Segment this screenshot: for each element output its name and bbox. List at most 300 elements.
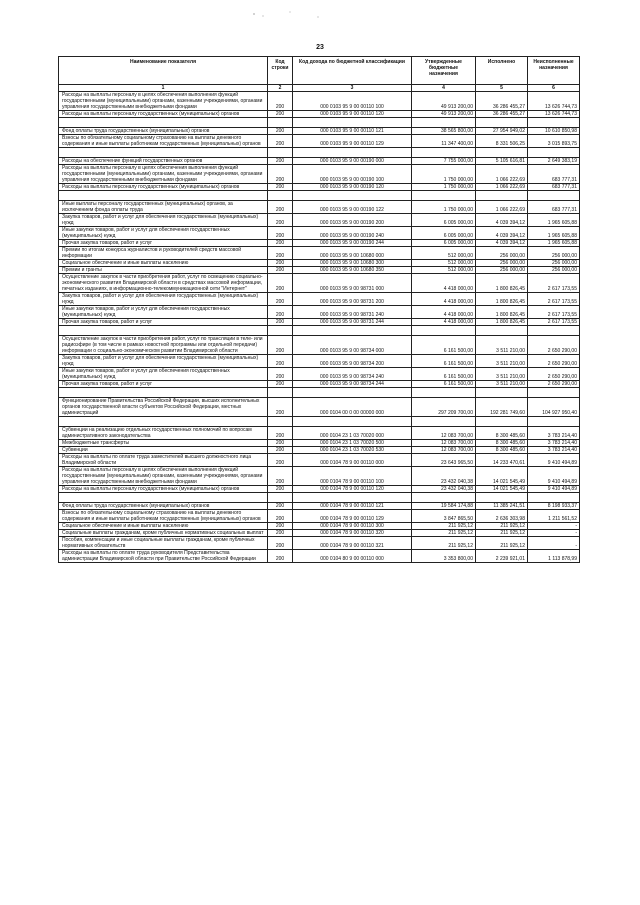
table-row <box>59 454 580 467</box>
row-unexecuted-value: - <box>528 537 580 550</box>
row-indicator-name: Фонд оплаты труда государственных (муниципальных) органов <box>59 128 268 135</box>
row-budget-code: 000 0104 78 9 00 00110 000 <box>293 454 412 467</box>
row-line-code: 200 <box>268 447 293 454</box>
spacer-cell <box>59 417 268 427</box>
table-row <box>59 447 580 454</box>
row-unexecuted-value: 1 211 561,52 <box>528 510 580 523</box>
table-body <box>59 92 580 563</box>
row-executed-value: 4 039 394,12 <box>476 227 528 240</box>
row-line-code: 200 <box>268 530 293 537</box>
row-budget-code: 000 0104 78 9 00 00110 121 <box>293 503 412 510</box>
row-indicator-name: Прочая закупка товаров, работ и услуг <box>59 319 268 326</box>
column-number-row <box>59 85 580 92</box>
row-line-code: 200 <box>268 214 293 227</box>
table-row <box>59 550 580 563</box>
table-row <box>59 92 580 111</box>
row-unexecuted-value: 3 783 214,40 <box>528 447 580 454</box>
row-indicator-name: Иные закупки товаров, работ и услуг для обеспечения государственных (муниципальных) нужд <box>59 368 268 381</box>
row-line-code: 200 <box>268 550 293 563</box>
table-spacer-row <box>59 191 580 201</box>
column-number: 5 <box>476 85 528 92</box>
spacer-cell <box>268 326 293 336</box>
table-row <box>59 355 580 368</box>
row-approved-value: 7 755 000,00 <box>412 158 476 165</box>
row-executed-value: 27 954 949,02 <box>476 128 528 135</box>
row-line-code: 200 <box>268 398 293 417</box>
row-line-code: 200 <box>268 306 293 319</box>
spacer-cell <box>59 118 268 128</box>
table-row <box>59 240 580 247</box>
row-budget-code: 000 0103 95 9 00 00190 200 <box>293 214 412 227</box>
spacer-cell <box>476 118 528 128</box>
row-budget-code: 000 0104 78 9 00 00110 321 <box>293 537 412 550</box>
row-line-code: 200 <box>268 454 293 467</box>
row-approved-value: 38 565 800,00 <box>412 128 476 135</box>
row-executed-value: 1 800 826,45 <box>476 306 528 319</box>
spacer-cell <box>476 326 528 336</box>
row-approved-value: 23 643 965,50 <box>412 454 476 467</box>
row-line-code: 200 <box>268 293 293 306</box>
spacer-cell <box>476 148 528 158</box>
row-approved-value: 23 432 040,38 <box>412 467 476 486</box>
row-approved-value: 512 000,00 <box>412 267 476 274</box>
spacer-cell <box>293 326 412 336</box>
row-budget-code: 000 0103 95 9 00 98731 244 <box>293 319 412 326</box>
row-indicator-name: Расходы на выплаты персоналу государственных (муниципальных) органов <box>59 486 268 493</box>
row-unexecuted-value: 9 410 494,89 <box>528 467 580 486</box>
row-executed-value: 1 800 826,45 <box>476 319 528 326</box>
row-budget-code: 000 0103 95 9 00 00190 122 <box>293 201 412 214</box>
row-unexecuted-value: 1 965 605,88 <box>528 214 580 227</box>
spacer-cell <box>412 148 476 158</box>
row-unexecuted-value: 2 649 383,19 <box>528 158 580 165</box>
row-approved-value: 1 750 000,00 <box>412 184 476 191</box>
row-line-code: 200 <box>268 440 293 447</box>
row-unexecuted-value: 13 626 744,73 <box>528 111 580 118</box>
row-indicator-name: Социальное обеспечение и иные выплаты населению <box>59 260 268 267</box>
row-budget-code: 000 0103 95 9 00 00190 100 <box>293 165 412 184</box>
row-approved-value: 4 418 000,00 <box>412 274 476 293</box>
row-executed-value: 36 286 455,27 <box>476 111 528 118</box>
row-approved-value: 12 083 700,00 <box>412 447 476 454</box>
spacer-cell <box>293 388 412 398</box>
row-executed-value: 11 385 241,51 <box>476 503 528 510</box>
row-line-code: 200 <box>268 135 293 148</box>
table-row <box>59 214 580 227</box>
row-line-code: 200 <box>268 427 293 440</box>
spacer-cell <box>59 326 268 336</box>
row-indicator-name: Расходы на выплаты персоналу в целях обеспечения выполнения функций государственными (муниципальными) органами, казенными учреждениями, органами управления государственными внебюджетными фондами <box>59 92 268 111</box>
spacer-cell <box>412 493 476 503</box>
table-row <box>59 293 580 306</box>
spacer-cell <box>293 118 412 128</box>
table-row <box>59 427 580 440</box>
row-budget-code: 000 0104 78 9 00 00110 120 <box>293 486 412 493</box>
row-approved-value: 1 750 000,00 <box>412 201 476 214</box>
row-indicator-name: Закупка товаров, работ и услуг для обеспечения государственных (муниципальных) нужд <box>59 355 268 368</box>
spacer-cell <box>412 191 476 201</box>
row-budget-code: 000 0103 95 9 00 00110 120 <box>293 111 412 118</box>
row-budget-code: 000 0104 00 0 00 00000 000 <box>293 398 412 417</box>
row-line-code: 200 <box>268 486 293 493</box>
row-unexecuted-value: 1 965 605,88 <box>528 227 580 240</box>
spacer-cell <box>412 326 476 336</box>
spacer-cell <box>293 148 412 158</box>
row-unexecuted-value: 2 650 290,00 <box>528 336 580 355</box>
spacer-cell <box>59 191 268 201</box>
row-unexecuted-value: 256 000,00 <box>528 260 580 267</box>
row-indicator-name: Иные закупки товаров, работ и услуг для обеспечения государственных (муниципальных) нужд <box>59 227 268 240</box>
row-budget-code: 000 0104 80 9 00 00110 000 <box>293 550 412 563</box>
spacer-cell <box>293 493 412 503</box>
row-executed-value: 36 286 455,27 <box>476 92 528 111</box>
row-indicator-name: Расходы на выплаты персоналу государственных (муниципальных) органов <box>59 184 268 191</box>
spacer-cell <box>476 493 528 503</box>
row-approved-value: 4 418 000,00 <box>412 293 476 306</box>
row-executed-value: 1 800 826,45 <box>476 274 528 293</box>
row-executed-value: 2 636 303,98 <box>476 510 528 523</box>
row-unexecuted-value: 2 650 290,00 <box>528 368 580 381</box>
table-row <box>59 336 580 355</box>
spacer-cell <box>59 388 268 398</box>
table-row <box>59 467 580 486</box>
row-executed-value: 3 511 210,00 <box>476 381 528 388</box>
row-indicator-name: Взносы по обязательному социальному страхованию на выплаты денежного содержания и иные выплаты работникам государственных (муниципальных) органов <box>59 135 268 148</box>
table-row <box>59 184 580 191</box>
spacer-cell <box>268 191 293 201</box>
table-row <box>59 503 580 510</box>
row-executed-value: 256 000,00 <box>476 260 528 267</box>
table-spacer-row <box>59 388 580 398</box>
row-executed-value: 14 021 545,49 <box>476 467 528 486</box>
row-budget-code: 000 0104 78 9 00 00110 320 <box>293 530 412 537</box>
row-indicator-name: Прочая закупка товаров, работ и услуг <box>59 240 268 247</box>
row-budget-code: 000 0103 95 9 00 98734 244 <box>293 381 412 388</box>
row-approved-value: 4 418 000,00 <box>412 319 476 326</box>
row-unexecuted-value: 2 617 173,55 <box>528 306 580 319</box>
row-line-code: 200 <box>268 247 293 260</box>
table-row <box>59 398 580 417</box>
row-unexecuted-value: 683 777,31 <box>528 201 580 214</box>
table-row <box>59 306 580 319</box>
row-line-code: 200 <box>268 523 293 530</box>
row-approved-value: 211 925,12 <box>412 537 476 550</box>
row-line-code: 200 <box>268 368 293 381</box>
spacer-cell <box>268 148 293 158</box>
row-approved-value: 6 005 000,00 <box>412 240 476 247</box>
spacer-cell <box>476 388 528 398</box>
row-approved-value: 12 083 700,00 <box>412 440 476 447</box>
row-executed-value: 2 239 921,01 <box>476 550 528 563</box>
row-executed-value: 1 800 826,45 <box>476 293 528 306</box>
row-indicator-name: Иные закупки товаров, работ и услуг для обеспечения государственных (муниципальных) нужд <box>59 306 268 319</box>
row-executed-value: 8 331 506,25 <box>476 135 528 148</box>
row-unexecuted-value: - <box>528 530 580 537</box>
row-approved-value: 12 083 700,00 <box>412 427 476 440</box>
spacer-cell <box>59 493 268 503</box>
row-budget-code: 000 0104 23 1 03 70020 530 <box>293 447 412 454</box>
spacer-cell <box>412 417 476 427</box>
row-indicator-name: Закупка товаров, работ и услуг для обеспечения государственных (муниципальных) нужд <box>59 214 268 227</box>
row-budget-code: 000 0103 95 9 00 00190 240 <box>293 227 412 240</box>
row-line-code: 200 <box>268 537 293 550</box>
row-line-code: 200 <box>268 184 293 191</box>
row-budget-code: 000 0104 78 9 00 00110 300 <box>293 523 412 530</box>
row-approved-value: 6 161 500,00 <box>412 355 476 368</box>
row-indicator-name: Субвенции на реализацию отдельных государственных полномочий по вопросам административного законодательства <box>59 427 268 440</box>
row-executed-value: 256 000,00 <box>476 247 528 260</box>
row-indicator-name: Осуществление закупок в части приобретения работ, услуг по освещению социально-экономического развития Владимирской области в средствах массовой информации, печатных изданиях, в информационно-телекоммуникационной сети "Интернет" <box>59 274 268 293</box>
row-line-code: 200 <box>268 201 293 214</box>
row-indicator-name: Социальные выплаты гражданам, кроме публичных нормативных социальных выплат <box>59 530 268 537</box>
row-line-code: 200 <box>268 336 293 355</box>
table-spacer-row <box>59 148 580 158</box>
table-row <box>59 537 580 550</box>
row-approved-value: 6 161 500,00 <box>412 381 476 388</box>
table-row <box>59 523 580 530</box>
row-indicator-name: Расходы на выплаты по оплате труда руководителя Представительства администрации Владимирской области при Правительстве Российской Федерации <box>59 550 268 563</box>
row-line-code: 200 <box>268 111 293 118</box>
row-indicator-name: Пособия, компенсации и иные социальные выплаты гражданам, кроме публичных нормативных обязательств <box>59 537 268 550</box>
row-indicator-name: Осуществление закупок в части приобретения работ, услуг по трансляции в теле- или радиоэфире (в том числе в рамках новостной программы или отдельной передачи) информации о социально-экономическом развитии Владимирской области <box>59 336 268 355</box>
row-unexecuted-value: 683 777,31 <box>528 184 580 191</box>
row-line-code: 200 <box>268 510 293 523</box>
header-budget-code: Код дохода по бюджетной классификации <box>293 57 412 85</box>
table-spacer-row <box>59 326 580 336</box>
row-approved-value: 3 353 800,00 <box>412 550 476 563</box>
row-budget-code: 000 0103 95 9 00 00110 121 <box>293 128 412 135</box>
row-line-code: 200 <box>268 267 293 274</box>
row-line-code: 200 <box>268 227 293 240</box>
row-approved-value: 211 925,12 <box>412 523 476 530</box>
row-budget-code: 000 0103 95 9 00 00190 120 <box>293 184 412 191</box>
table-row <box>59 267 580 274</box>
header-approved: Утвержденные бюджетные назначения <box>412 57 476 85</box>
row-executed-value: 192 281 749,60 <box>476 398 528 417</box>
row-indicator-name: Прочая закупка товаров, работ и услуг <box>59 381 268 388</box>
row-unexecuted-value: 683 777,31 <box>528 165 580 184</box>
column-number: 4 <box>412 85 476 92</box>
scan-specks <box>0 0 640 40</box>
row-line-code: 200 <box>268 355 293 368</box>
row-indicator-name: Иные выплаты персоналу государственных (муниципальных) органов, за исключением фонда оплаты труда <box>59 201 268 214</box>
row-executed-value: 211 925,12 <box>476 530 528 537</box>
header-executed: Исполнено <box>476 57 528 85</box>
row-unexecuted-value: 2 650 290,00 <box>528 381 580 388</box>
row-budget-code: 000 0103 95 9 00 98731 000 <box>293 274 412 293</box>
row-unexecuted-value: 10 610 850,98 <box>528 128 580 135</box>
row-budget-code: 000 0104 23 1 03 70020 000 <box>293 427 412 440</box>
table-spacer-row <box>59 417 580 427</box>
row-executed-value: 1 066 222,69 <box>476 165 528 184</box>
row-approved-value: 49 913 200,00 <box>412 111 476 118</box>
spacer-cell <box>59 148 268 158</box>
row-budget-code: 000 0103 95 9 00 98731 240 <box>293 306 412 319</box>
spacer-cell <box>528 118 580 128</box>
table-row <box>59 128 580 135</box>
table-row <box>59 381 580 388</box>
row-executed-value: 1 066 222,69 <box>476 184 528 191</box>
row-executed-value: 8 300 485,60 <box>476 447 528 454</box>
row-budget-code: 000 0103 95 9 00 10680 300 <box>293 260 412 267</box>
row-unexecuted-value: 2 617 173,55 <box>528 293 580 306</box>
row-unexecuted-value: 1 113 878,99 <box>528 550 580 563</box>
row-indicator-name: Субвенции <box>59 447 268 454</box>
row-line-code: 200 <box>268 165 293 184</box>
row-approved-value: 6 161 500,00 <box>412 368 476 381</box>
row-unexecuted-value: 256 000,00 <box>528 267 580 274</box>
spacer-cell <box>528 191 580 201</box>
row-executed-value: 14 233 470,61 <box>476 454 528 467</box>
row-indicator-name: Фонд оплаты труда государственных (муниципальных) органов <box>59 503 268 510</box>
row-unexecuted-value: 2 650 290,00 <box>528 355 580 368</box>
row-unexecuted-value: 8 198 933,37 <box>528 503 580 510</box>
table-row <box>59 165 580 184</box>
row-unexecuted-value: 256 000,00 <box>528 247 580 260</box>
row-executed-value: 256 000,00 <box>476 267 528 274</box>
table-row <box>59 368 580 381</box>
row-approved-value: 3 847 865,50 <box>412 510 476 523</box>
row-indicator-name: Социальное обеспечение и иные выплаты населению <box>59 523 268 530</box>
column-number: 6 <box>528 85 580 92</box>
row-budget-code: 000 0103 95 9 00 98731 200 <box>293 293 412 306</box>
row-unexecuted-value: 2 617 173,55 <box>528 274 580 293</box>
column-number: 2 <box>268 85 293 92</box>
row-unexecuted-value: 9 410 494,89 <box>528 486 580 493</box>
row-indicator-name: Расходы на выплаты персоналу государственных (муниципальных) органов <box>59 111 268 118</box>
row-budget-code: 000 0104 23 1 03 70020 500 <box>293 440 412 447</box>
row-line-code: 200 <box>268 381 293 388</box>
row-approved-value: 23 432 040,38 <box>412 486 476 493</box>
row-indicator-name: Расходы на выплаты по оплате труда заместителей высшего должностного лица Владимирской области <box>59 454 268 467</box>
row-unexecuted-value: 13 626 744,73 <box>528 92 580 111</box>
row-budget-code: 000 0103 95 9 00 00190 000 <box>293 158 412 165</box>
row-indicator-name: Расходы на выплаты персоналу в целях обеспечения выполнения функций государственными (муниципальными) органами, казенными учреждениями, органами управления государственными внебюджетными фондами <box>59 165 268 184</box>
row-indicator-name: Премии по итогам конкурса журналистов и руководителей средств массовой информации <box>59 247 268 260</box>
spacer-cell <box>293 417 412 427</box>
row-line-code: 200 <box>268 274 293 293</box>
row-budget-code: 000 0103 95 9 00 00110 100 <box>293 92 412 111</box>
row-line-code: 200 <box>268 240 293 247</box>
column-number: 1 <box>59 85 268 92</box>
header-unexecuted: Неисполненные назначения <box>528 57 580 85</box>
spacer-cell <box>268 388 293 398</box>
row-line-code: 200 <box>268 92 293 111</box>
table-row <box>59 158 580 165</box>
row-executed-value: 3 511 210,00 <box>476 368 528 381</box>
row-approved-value: 512 000,00 <box>412 260 476 267</box>
spacer-cell <box>476 191 528 201</box>
row-indicator-name: Функционирование Правительства Российской Федерации, высших исполнительных органов государственной власти субъектов Российской Федерации, местных администраций <box>59 398 268 417</box>
row-indicator-name: Расходы на обеспечение функций государственных органов <box>59 158 268 165</box>
row-budget-code: 000 0103 95 9 00 10680 000 <box>293 247 412 260</box>
row-unexecuted-value: 3 015 893,75 <box>528 135 580 148</box>
table-spacer-row <box>59 118 580 128</box>
row-indicator-name: Расходы на выплаты персоналу в целях обеспечения выполнения функций государственными (муниципальными) органами, казенными учреждениями, органами управления государственными внебюджетными фондами <box>59 467 268 486</box>
row-unexecuted-value: 9 410 494,89 <box>528 454 580 467</box>
spacer-cell <box>412 388 476 398</box>
row-budget-code: 000 0103 95 9 00 10680 350 <box>293 267 412 274</box>
table-row <box>59 227 580 240</box>
row-budget-code: 000 0104 78 9 00 00110 129 <box>293 510 412 523</box>
table-row <box>59 530 580 537</box>
spacer-cell <box>268 493 293 503</box>
row-line-code: 200 <box>268 467 293 486</box>
column-number: 3 <box>293 85 412 92</box>
row-executed-value: 211 925,12 <box>476 537 528 550</box>
row-executed-value: 14 021 545,49 <box>476 486 528 493</box>
row-budget-code: 000 0103 95 9 00 98734 200 <box>293 355 412 368</box>
row-unexecuted-value: 2 617 173,55 <box>528 319 580 326</box>
row-approved-value: 297 209 700,00 <box>412 398 476 417</box>
row-approved-value: 11 347 400,00 <box>412 135 476 148</box>
spacer-cell <box>268 417 293 427</box>
row-budget-code: 000 0103 95 9 00 98734 000 <box>293 336 412 355</box>
row-budget-code: 000 0104 78 9 00 00110 100 <box>293 467 412 486</box>
table-row <box>59 274 580 293</box>
row-budget-code: 000 0103 95 9 00 98734 240 <box>293 368 412 381</box>
page-number: 23 <box>316 44 324 51</box>
row-executed-value: 3 511 210,00 <box>476 355 528 368</box>
spacer-cell <box>528 417 580 427</box>
table-spacer-row <box>59 493 580 503</box>
row-line-code: 200 <box>268 319 293 326</box>
row-approved-value: 512 000,00 <box>412 247 476 260</box>
row-approved-value: 211 925,12 <box>412 530 476 537</box>
row-budget-code: 000 0103 95 9 00 00110 129 <box>293 135 412 148</box>
row-approved-value: 49 913 200,00 <box>412 92 476 111</box>
row-executed-value: 4 039 394,12 <box>476 240 528 247</box>
spacer-cell <box>528 148 580 158</box>
row-unexecuted-value: 104 927 950,40 <box>528 398 580 417</box>
row-indicator-name: Взносы по обязательному социальному страхованию на выплаты денежного содержания и иные выплаты работникам государственных (муниципальных) органов <box>59 510 268 523</box>
spacer-cell <box>528 326 580 336</box>
budget-execution-table <box>58 56 580 563</box>
row-line-code: 200 <box>268 128 293 135</box>
row-budget-code: 000 0103 95 9 00 00190 244 <box>293 240 412 247</box>
table-row <box>59 486 580 493</box>
row-line-code: 200 <box>268 158 293 165</box>
spacer-cell <box>293 191 412 201</box>
row-executed-value: 8 300 485,60 <box>476 427 528 440</box>
spacer-cell <box>412 118 476 128</box>
row-executed-value: 3 511 210,00 <box>476 336 528 355</box>
table-row <box>59 510 580 523</box>
spacer-cell <box>476 417 528 427</box>
spacer-cell <box>528 493 580 503</box>
row-executed-value: 5 105 616,81 <box>476 158 528 165</box>
table-row <box>59 201 580 214</box>
row-line-code: 200 <box>268 503 293 510</box>
table-row <box>59 135 580 148</box>
row-approved-value: 6 005 000,00 <box>412 227 476 240</box>
spacer-cell <box>268 118 293 128</box>
row-unexecuted-value: 1 965 605,88 <box>528 240 580 247</box>
row-line-code: 200 <box>268 260 293 267</box>
row-indicator-name: Премии и гранты <box>59 267 268 274</box>
row-executed-value: 1 066 222,69 <box>476 201 528 214</box>
row-approved-value: 19 584 174,88 <box>412 503 476 510</box>
table-row <box>59 247 580 260</box>
row-unexecuted-value: - <box>528 523 580 530</box>
row-unexecuted-value: 3 783 214,40 <box>528 427 580 440</box>
row-approved-value: 4 418 000,00 <box>412 306 476 319</box>
table-row <box>59 111 580 118</box>
table-header-row <box>59 57 580 85</box>
header-indicator-name: Наименование показателя <box>59 57 268 85</box>
row-approved-value: 1 750 000,00 <box>412 165 476 184</box>
header-line-code: Код строки <box>268 57 293 85</box>
